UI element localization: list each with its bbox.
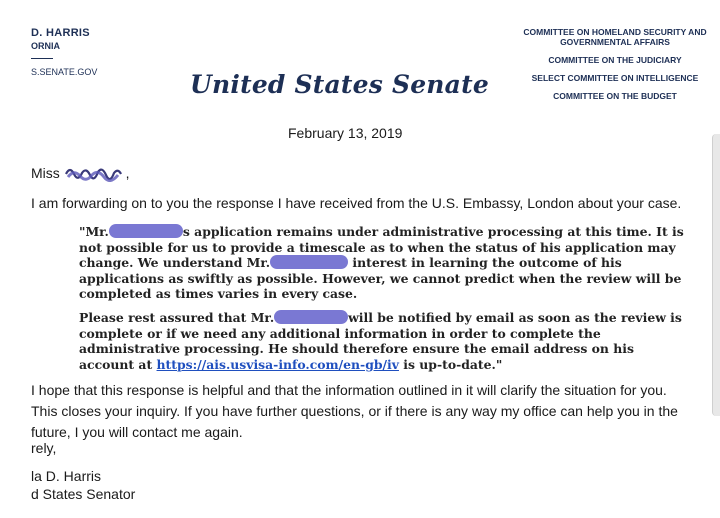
quote2-part-c: is up-to-date." bbox=[403, 356, 503, 372]
quote1-part-b: s application remains under administrative processing at this time. It is not possible for us to provide a timescale as to when the status of his application may change. We understand Mr. bbox=[79, 224, 684, 271]
committee-item: SELECT COMMITTEE ON INTELLIGENCE bbox=[531, 73, 699, 83]
redaction-mark bbox=[109, 224, 183, 238]
committee-item: COMMITTEE ON HOMELAND SECURITY AND GOVERNMENTAL AFFAIRS bbox=[523, 27, 707, 47]
quote2-part-b: will be notified by email as soon as the review is complete or if we need any additional information in order to complete the administrative processing. He should therefore ensure the email address on his account at bbox=[79, 310, 682, 372]
salutation bbox=[31, 164, 129, 182]
quote1-part-c: interest in learning the outcome of his applications as swiftly as possible. However, we cannot predict when the review will be completed as times varies in every case. bbox=[79, 255, 682, 302]
senator-state-header: ORNIA bbox=[31, 41, 60, 51]
redaction-mark bbox=[270, 255, 348, 269]
usvisa-info-link[interactable]: https://ais.usvisa-info.com/en-gb/iv bbox=[156, 356, 399, 372]
committee-item: COMMITTEE ON THE BUDGET bbox=[553, 91, 677, 101]
quote2-part-a: Please rest assured that Mr. bbox=[79, 310, 275, 325]
committee-item: COMMITTEE ON THE JUDICIARY bbox=[548, 55, 682, 65]
signature-title: d States Senator bbox=[31, 486, 136, 502]
senator-name-header: D. HARRIS bbox=[31, 27, 90, 39]
embassy-quote-1 bbox=[79, 224, 689, 302]
salutation-suffix: , bbox=[125, 165, 130, 181]
letter-date: February 13, 2019 bbox=[288, 125, 403, 141]
senate-masthead: United States Senate bbox=[190, 70, 489, 99]
closing-line: rely, bbox=[31, 440, 57, 456]
committee-list bbox=[517, 27, 713, 109]
signature-name: la D. Harris bbox=[31, 468, 102, 484]
embassy-quote-2 bbox=[79, 310, 689, 372]
scribble-redaction bbox=[64, 164, 122, 182]
page-edge-scrollbar bbox=[712, 134, 720, 416]
intro-paragraph: I am forwarding on to you the response I have received from the U.S. Embassy, London about your case. bbox=[31, 195, 682, 211]
quote1-part-a: "Mr. bbox=[79, 224, 109, 239]
closing-paragraph: I hope that this response is helpful and that the information outlined in it will clarify the situation for you. This closes your inquiry. If you have further questions, or if there is any way my office can help you in the future, I you will contact me again. bbox=[31, 382, 678, 440]
redaction-mark bbox=[274, 310, 348, 324]
senator-website: S.SENATE.GOV bbox=[31, 67, 98, 77]
header-rule bbox=[31, 58, 53, 59]
salutation-prefix: Miss bbox=[31, 165, 60, 181]
